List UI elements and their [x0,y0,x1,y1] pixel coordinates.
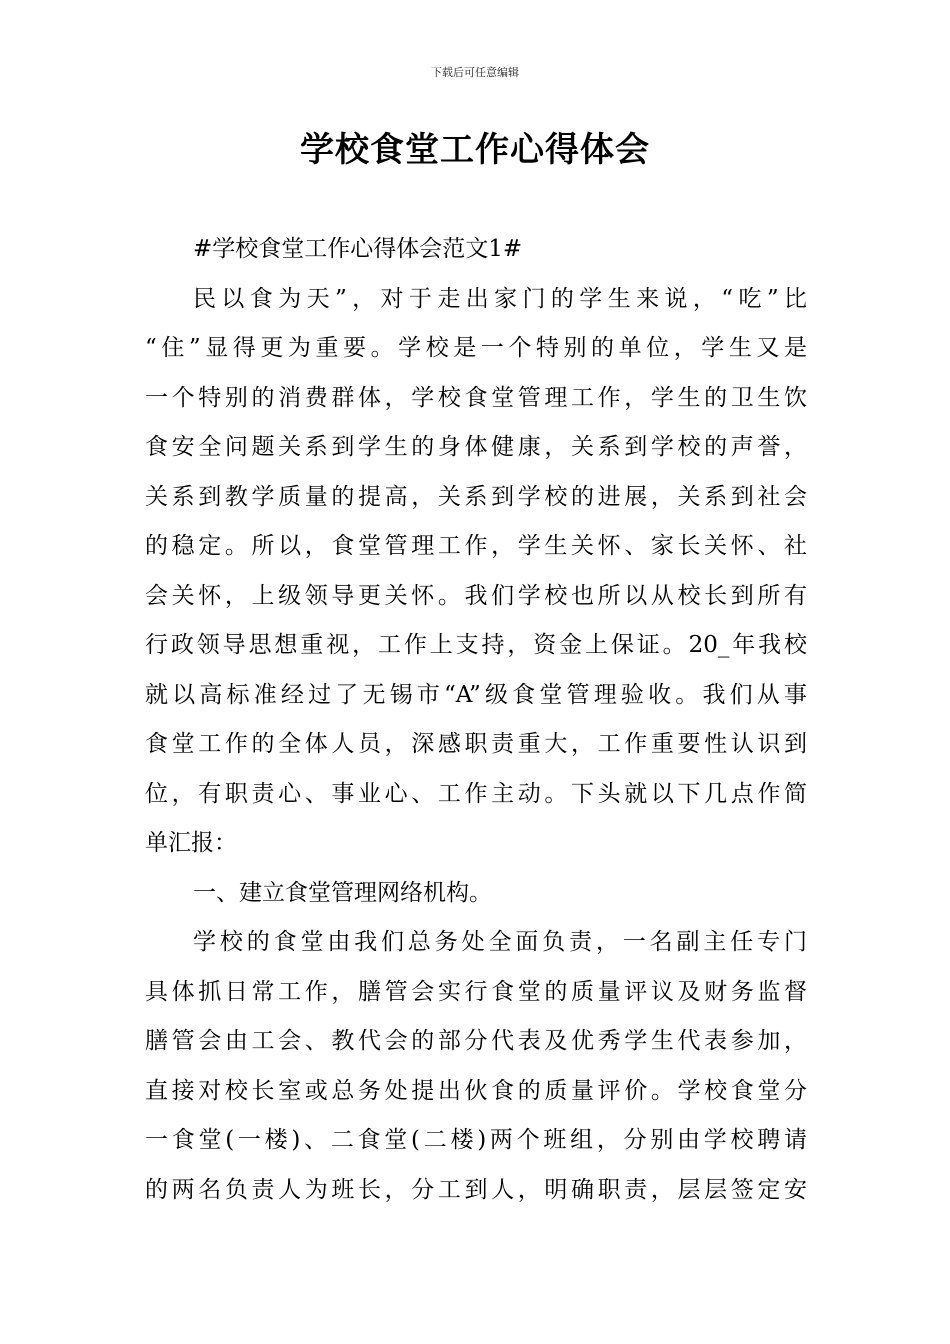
paragraph-line: 一食堂(一楼)、二食堂(二楼)两个班组，分别由学校聘请 [145,1127,807,1153]
paragraph-line: 行政领导思想重视，工作上支持，资金上保证。20_年我校 [145,632,807,658]
paragraph-line: 关系到教学质量的提高，关系到学校的进展，关系到社会 [145,483,807,510]
header-note: 下载后可任意编辑 [431,66,519,79]
section-heading: #学校食堂工作心得体会范文1# [193,236,523,262]
paragraph-line: 的两名负责人为班长，分工到人，明确职责，层层签定安 [145,1176,807,1203]
subsection-heading: 一、建立食堂管理网络机构。 [193,879,492,906]
paragraph-line: 的稳定。所以，食堂管理工作，学生关怀、家长关怀、社 [145,533,807,559]
document-body [145,225,807,1215]
paragraph-line: 民以食为天”，对于走出家门的学生来说，“吃”比 [193,285,807,312]
paragraph-line: 食堂工作的全体人员，深感职责重大，工作重要性认识到 [145,731,807,757]
paragraph-line: 就以高标准经过了无锡市“A”级食堂管理验收。我们从事 [145,681,807,708]
paragraph-line: 膳管会由工会、教代会的部分代表及优秀学生代表参加， [145,1028,807,1054]
paragraph-line: 一个特别的消费群体，学校食堂管理工作，学生的卫生饮 [145,384,807,411]
paragraph-line: 具体抓日常工作，膳管会实行食堂的质量评议及财务监督 [145,978,807,1005]
paragraph-line: 学校的食堂由我们总务处全面负责，一名副主任专门 [193,929,807,955]
document-title: 学校食堂工作心得体会 [300,130,650,170]
paragraph-line: “住”显得更为重要。学校是一个特别的单位，学生又是 [145,335,807,361]
paragraph-line: 位，有职责心、事业心、工作主动。下头就以下几点作简 [145,780,807,807]
paragraph-line: 直接对校长室或总务处提出伙食的质量评价。学校食堂分 [145,1077,807,1104]
paragraph-line: 食安全问题关系到学生的身体健康，关系到学校的声誉， [145,434,807,460]
paragraph-line: 单汇报： [145,830,237,856]
paragraph-line: 会关怀，上级领导更关怀。我们学校也所以从校长到所有 [145,582,807,609]
